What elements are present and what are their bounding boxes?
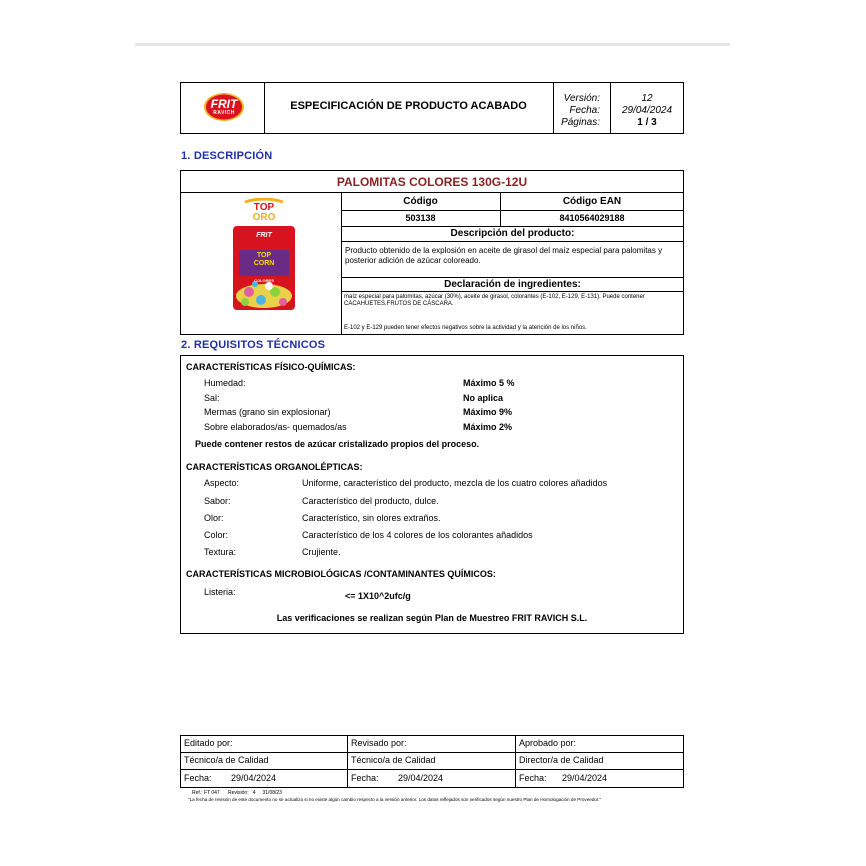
version-value: 12	[641, 93, 653, 104]
fq-note: Puede contener restos de azúcar cristalizado propios del proceso.	[195, 439, 480, 449]
org-label: Olor:	[204, 513, 224, 523]
fq-value: No aplica	[463, 393, 504, 403]
org-value: Crujiente.	[302, 547, 341, 557]
reviewed-date: 29/04/2024	[398, 773, 444, 783]
ean-value: 8410564029188	[559, 213, 625, 223]
org-label: Color:	[204, 530, 229, 540]
fq-value: Máximo 5 %	[463, 378, 515, 388]
org-value: Característico, sin olores extraños.	[302, 513, 441, 523]
fq-label: Mermas (grano sin explosionar)	[204, 407, 331, 417]
ingredients-header: Declaración de ingredientes:	[444, 279, 581, 290]
approved-date: 29/04/2024	[562, 773, 608, 783]
org-label: Textura:	[204, 547, 237, 557]
fq-label: Sobre elaborados/as- quemados/as	[204, 422, 347, 432]
revision-disclaimer: "La fecha de revisión de este documento no se actualiza si no existe algún cambio respecto a la versión anterior. Los datos reflejados son verificados según nuestro Plan de Homologación de Proveedor."	[188, 797, 602, 802]
edited-date: 29/04/2024	[231, 773, 277, 783]
frit-ravich-logo: FRIT RAVICH	[203, 92, 245, 122]
ean-header: Código EAN	[562, 196, 622, 207]
micro-label: Listeria:	[204, 587, 236, 597]
micro-title: CARACTERÍSTICAS MICROBIOLÓGICAS /CONTAMINANTES QUÍMICOS:	[186, 569, 496, 579]
fq-label: Humedad:	[204, 378, 246, 388]
fq-title: CARACTERÍSTICAS FÍSICO-QUÍMICAS:	[186, 362, 356, 372]
reference-line: Ref.: FT 047 Revisión: 4 31/08/23	[192, 790, 282, 796]
reviewed-by-header: Revisado por:	[351, 738, 407, 748]
reviewed-date-label: Fecha:	[351, 773, 379, 783]
requirements-box	[180, 355, 684, 634]
codigo-value: 503138	[405, 213, 436, 223]
doc-title: ESPECIFICACIÓN DE PRODUCTO ACABADO	[290, 100, 527, 112]
approved-by-header: Aprobado por:	[519, 738, 577, 748]
description-text-1: Producto obtenido de la explosión en aceite de girasol del maíz especial para palomitas y	[345, 246, 663, 255]
fq-value: Máximo 2%	[463, 422, 513, 432]
approved-date-label: Fecha:	[519, 773, 547, 783]
fq-label: Sal:	[204, 393, 220, 403]
ingredients-text-2: CACAHUETES,FRUTOS DE CÁSCARA.	[344, 301, 454, 307]
fq-value: Máximo 9%	[463, 407, 513, 417]
edited-by-role: Técnico/a de Calidad	[184, 755, 269, 765]
micro-value: <= 1X10^2ufc/g	[345, 591, 411, 601]
pages-value: 1 / 3	[637, 117, 657, 128]
org-label: Aspecto:	[204, 478, 240, 488]
edited-date-label: Fecha:	[184, 773, 212, 783]
section-1-title: 1. DESCRIPCIÓN	[181, 150, 273, 162]
section-2-title: 2. REQUISITOS TÉCNICOS	[181, 339, 326, 351]
edited-by-header: Editado por:	[184, 738, 233, 748]
date-label: Fecha:	[569, 105, 600, 116]
org-label: Sabor:	[204, 496, 231, 506]
org-value: Característico de los 4 colores de los colorantes añadidos	[302, 530, 533, 540]
product-name: PALOMITAS COLORES 130G-12U	[336, 175, 528, 189]
approved-by-role: Director/a de Calidad	[519, 755, 604, 765]
date-value: 29/04/2024	[621, 105, 673, 116]
org-value: Característico del producto, dulce.	[302, 496, 439, 506]
organoleptic-title: CARACTERÍSTICAS ORGANOLÉPTICAS:	[186, 462, 363, 472]
org-value: Uniforme, característico del producto, mezcla de los cuatro colores añadidos	[302, 478, 608, 488]
pages-label: Páginas:	[561, 117, 600, 128]
description-text-2: posterior adición de azúcar coloreado.	[345, 256, 481, 265]
verification-note: Las verificaciones se realizan según Plan de Muestreo FRIT RAVICH S.L.	[276, 613, 588, 623]
codigo-header: Código	[403, 196, 438, 207]
description-header: Descripción del producto:	[450, 228, 575, 239]
ingredients-text-1: maíz especial para palomitas, azúcar (30%), aceite de girasol, colorantes (E-102, E-129, E-131). Puede contener	[344, 294, 645, 300]
ingredients-note: E-102 y E-129 pueden tener efectos negativos sobre la actividad y la atención de los niños.	[344, 325, 587, 331]
version-label: Versión:	[563, 93, 600, 104]
top-rule	[135, 43, 730, 46]
reviewed-by-role: Técnico/a de Calidad	[351, 755, 436, 765]
product-image: TOP ORO FRIT TOP CORN COLORES	[225, 198, 303, 313]
